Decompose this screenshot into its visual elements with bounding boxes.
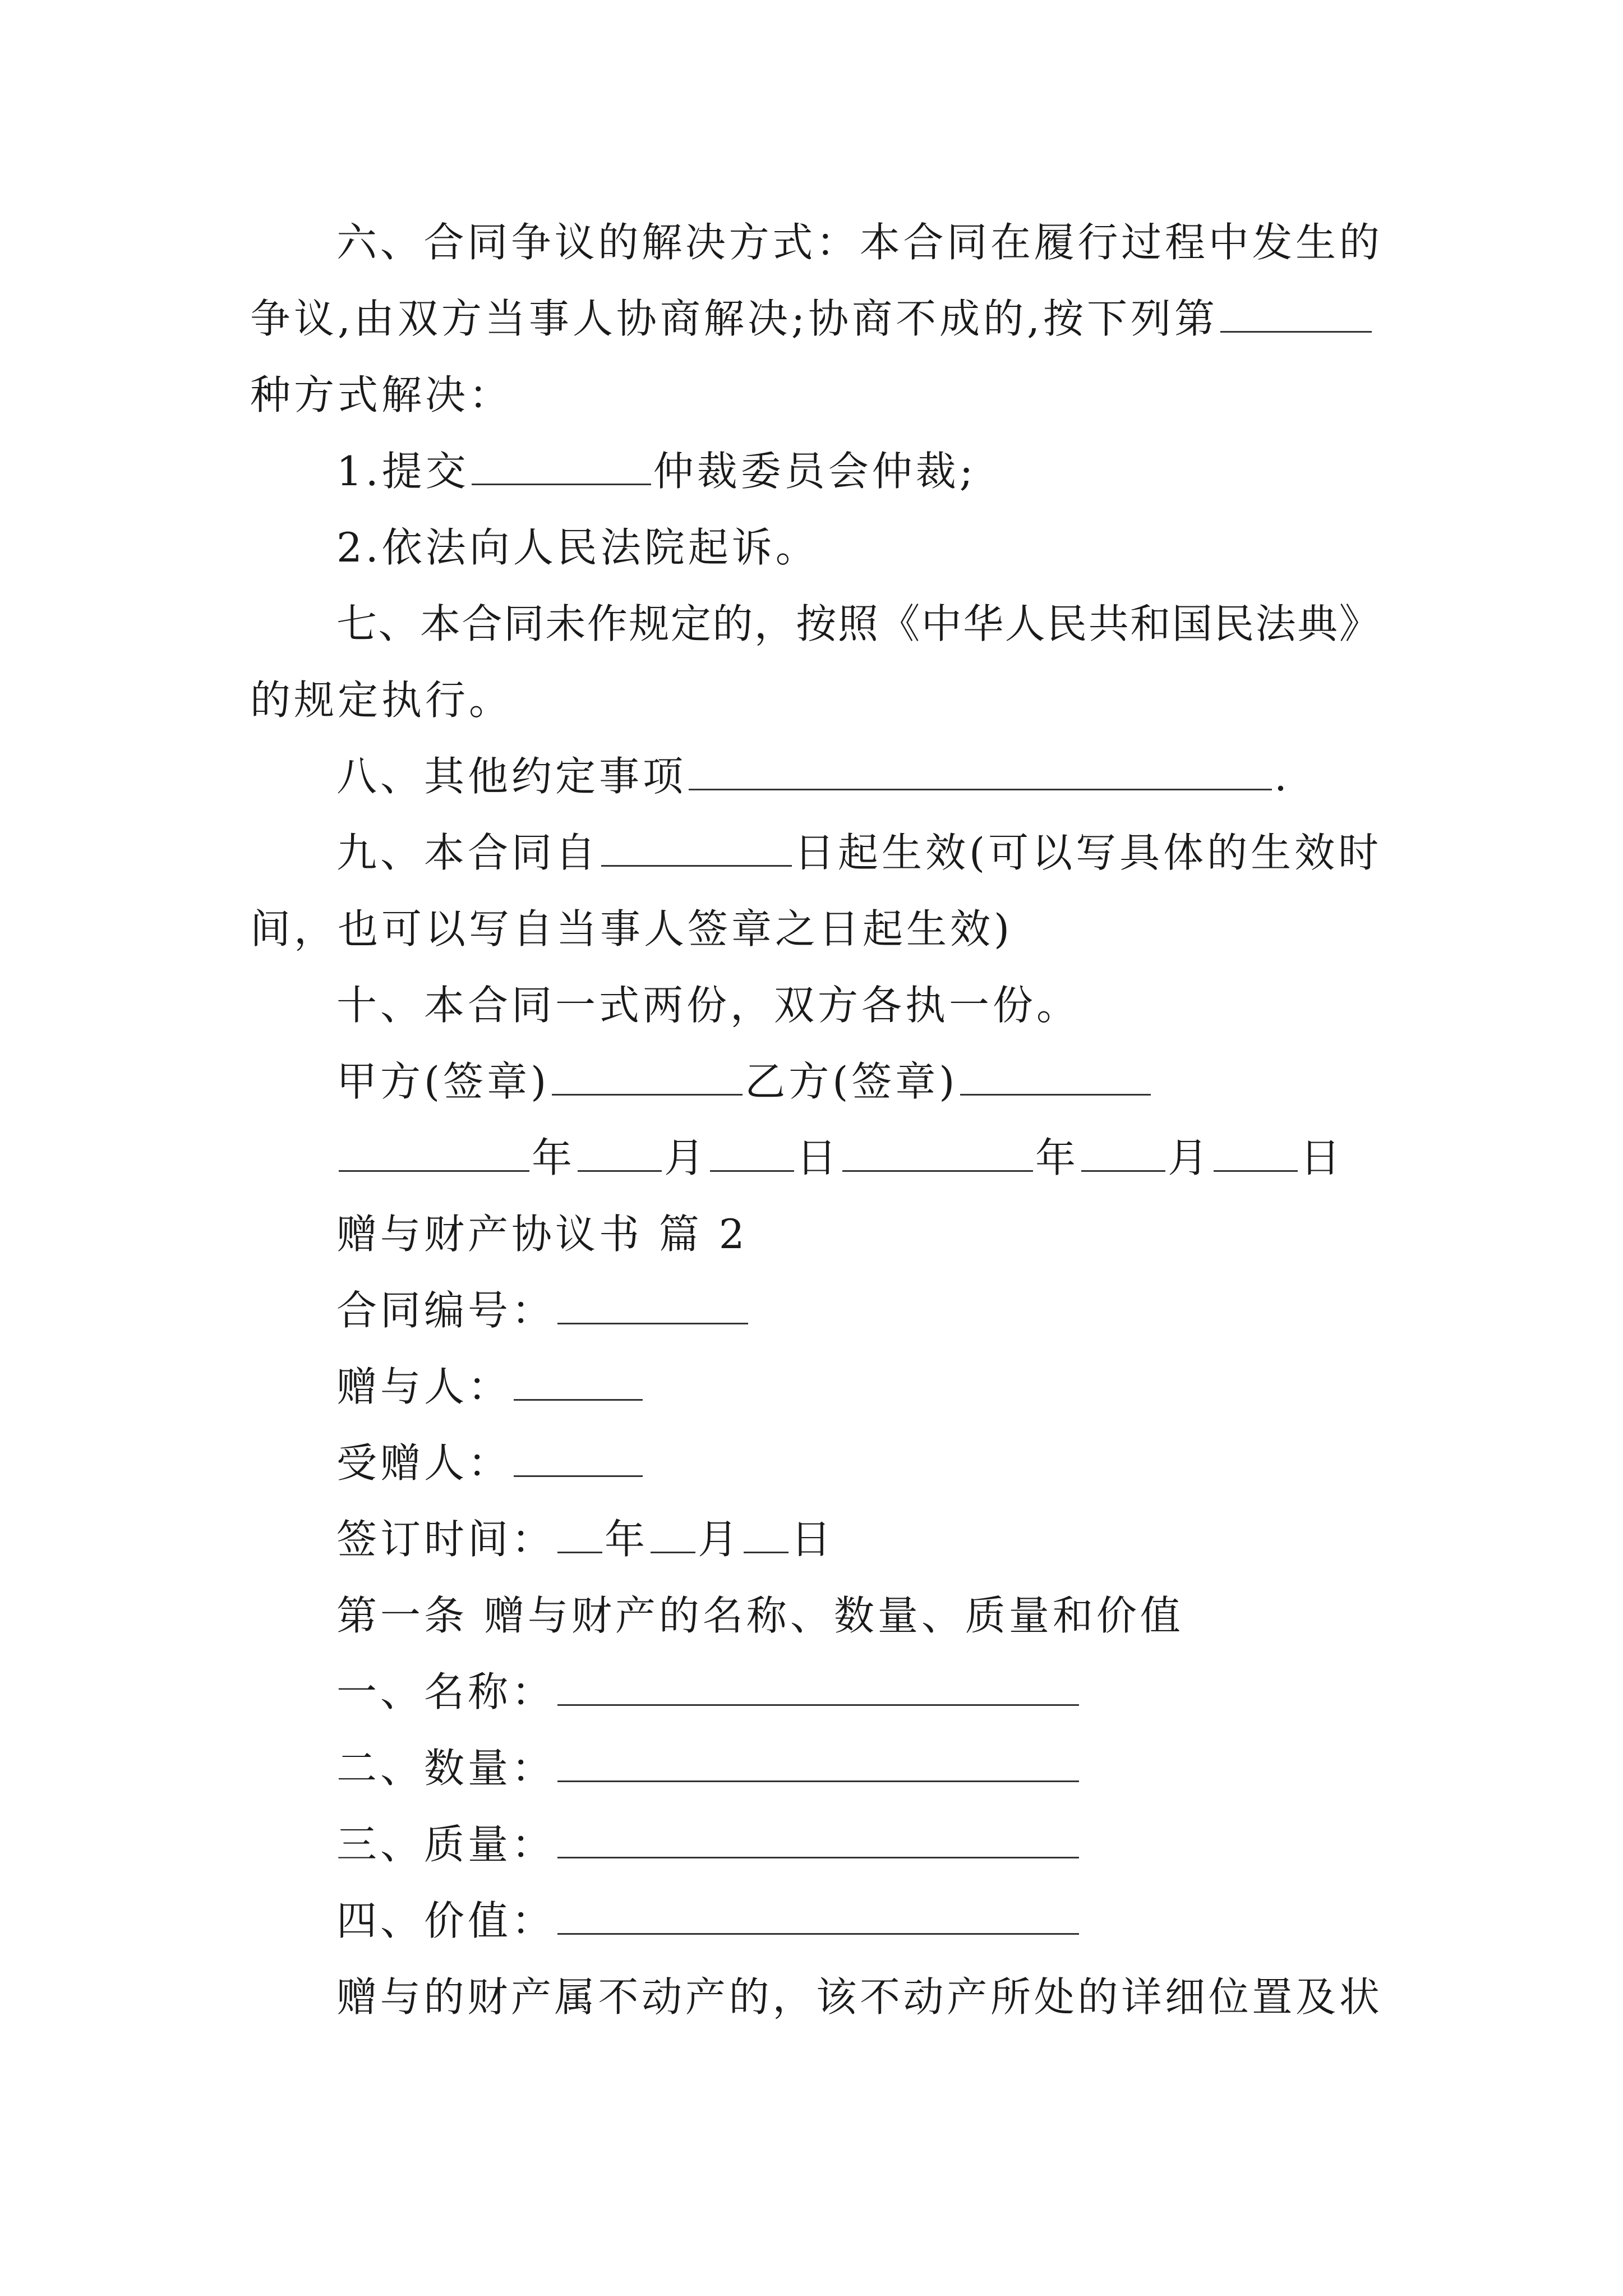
glyph: 典 (1297, 600, 1338, 647)
quantity-blank (557, 1736, 1079, 1782)
donor-blank (514, 1354, 643, 1401)
clause-8-suffix: . (1274, 753, 1290, 800)
glyph: 国 (1172, 600, 1212, 647)
party-b-month-blank (1081, 1125, 1165, 1172)
glyph: 处 (1034, 1973, 1075, 2021)
glyph: ： (816, 219, 857, 266)
glyph: 本 (419, 600, 460, 647)
glyph: 未 (545, 600, 586, 647)
value-line (336, 1883, 1081, 1959)
glyph: 七 (336, 600, 377, 647)
clause-6-line-3: 种方式解决： (250, 371, 513, 418)
signature-line (336, 1043, 1153, 1120)
glyph: 方 (728, 219, 769, 266)
glyph: 的 (712, 600, 753, 647)
glyph: 同 (947, 219, 988, 266)
glyph: 华 (963, 600, 1004, 647)
option-1-suffix: 仲裁委员会仲裁; (653, 448, 976, 495)
glyph: 争 (510, 219, 551, 266)
glyph: 作 (587, 600, 628, 647)
party-b-day-label: 日 (1300, 1134, 1344, 1181)
clause-8-line (336, 738, 1290, 815)
party-b-day-blank (1214, 1125, 1298, 1172)
clause-8-prefix: 八、其他约定事项 (336, 753, 687, 800)
party-a-year-blank (339, 1125, 529, 1172)
party-b-month-label: 月 (1168, 1134, 1212, 1181)
glyph: 的 (728, 1973, 769, 2021)
method-number-blank (1220, 286, 1372, 333)
clause-9-suffix: 日起生效(可以写具体的生效时 (794, 829, 1382, 876)
glyph: 六 (336, 219, 377, 266)
glyph: 该 (816, 1973, 857, 2021)
glyph: ， (772, 1973, 813, 2021)
signing-year-label: 年 (605, 1516, 649, 1563)
glyph: 同 (467, 219, 508, 266)
article-1-title: 第一条 赠与财产的名称、数量、质量和价值 (336, 1592, 1184, 1639)
contract-number-line (336, 1272, 750, 1349)
name-line (336, 1654, 1081, 1730)
donee-blank (514, 1430, 643, 1477)
quantity-line (336, 1730, 1081, 1806)
clause-6-line-2 (250, 280, 1374, 357)
value-blank (557, 1888, 1079, 1935)
signing-date-label: 签订时间： (336, 1516, 556, 1563)
glyph: 详 (1121, 1973, 1162, 2021)
glyph: 民 (1214, 600, 1255, 647)
glyph: 中 (921, 600, 962, 647)
glyph: 动 (642, 1973, 683, 2021)
donor-label: 赠与人： (336, 1363, 512, 1410)
party-b-year-blank (842, 1125, 1033, 1172)
party-a-signature-blank (552, 1049, 743, 1096)
glyph: 产 (947, 1973, 988, 2021)
glyph: 不 (598, 1973, 639, 2021)
party-b-signature-blank (960, 1049, 1151, 1096)
quality-line (336, 1806, 1081, 1883)
clause-10-line: 十、本合同一式两份，双方各执一份。 (336, 982, 1081, 1029)
glyph: 定 (670, 600, 711, 647)
clause-9-line-2: 间，也可以写自当事人签章之日起生效) (250, 905, 1013, 953)
name-blank (557, 1659, 1079, 1706)
glyph: 发 (1252, 219, 1293, 266)
glyph: 履 (1034, 219, 1075, 266)
glyph: 动 (903, 1973, 944, 2021)
glyph: 合 (423, 219, 464, 266)
glyph: 状 (1339, 1973, 1380, 2021)
signature-date-line (336, 1120, 1344, 1196)
glyph: 、 (378, 600, 419, 647)
glyph: 和 (1130, 600, 1171, 647)
glyph: 《 (879, 600, 920, 647)
glyph: 的 (598, 219, 639, 266)
quality-label: 三、质量： (336, 1821, 556, 1868)
real-estate-line (336, 1959, 1380, 2035)
glyph: 本 (859, 219, 900, 266)
donee-label: 受赠人： (336, 1439, 512, 1487)
glyph: 中 (1208, 219, 1249, 266)
glyph: 共 (1088, 600, 1129, 647)
glyph: 同 (503, 600, 544, 647)
glyph: 解 (642, 219, 683, 266)
clause-6-line-2-text: 争议,由双方当事人协商解决;协商不成的,按下列第 (250, 295, 1219, 342)
glyph: 人 (1004, 600, 1045, 647)
party-a-day-blank (710, 1125, 794, 1172)
clause-7-line-1 (336, 586, 1380, 662)
party-a-day-label: 日 (796, 1134, 841, 1181)
quality-blank (557, 1812, 1079, 1858)
glyph: 产 (685, 1973, 726, 2021)
clause-6-line-1 (336, 204, 1380, 280)
option-1-line (336, 433, 976, 509)
glyph: 、 (380, 219, 421, 266)
signing-month-blank (651, 1507, 695, 1553)
glyph: 所 (990, 1973, 1031, 2021)
glyph: 照 (837, 600, 878, 647)
glyph: 按 (796, 600, 837, 647)
glyph: 决 (685, 219, 726, 266)
glyph: 位 (1208, 1973, 1249, 2021)
signing-year-blank (557, 1507, 602, 1553)
glyph: 》 (1339, 600, 1380, 647)
effective-date-blank (601, 820, 792, 867)
signing-date-line (336, 1501, 834, 1577)
glyph: 法 (1255, 600, 1296, 647)
glyph: ， (754, 600, 795, 647)
signing-day-label: 日 (791, 1516, 835, 1563)
party-b-label: 乙方(签章) (745, 1058, 958, 1105)
glyph: 式 (772, 219, 813, 266)
glyph: 过 (1121, 219, 1162, 266)
section-title: 赠与财产协议书 篇 2 (336, 1211, 748, 1258)
glyph: 规 (629, 600, 670, 647)
party-b-year-label: 年 (1035, 1134, 1080, 1181)
glyph: 及 (1295, 1973, 1336, 2021)
party-a-month-label: 月 (664, 1134, 708, 1181)
donee-line (336, 1425, 645, 1501)
glyph: 议 (554, 219, 595, 266)
contract-number-blank (557, 1278, 748, 1324)
glyph: 不 (859, 1973, 900, 2021)
other-matters-blank (689, 744, 1272, 790)
party-a-year-label: 年 (532, 1134, 576, 1181)
glyph: 生 (1295, 219, 1336, 266)
clause-7-line-2: 的规定执行。 (250, 677, 513, 724)
name-label: 一、名称： (336, 1668, 556, 1715)
glyph: 细 (1164, 1973, 1205, 2021)
option-2-line: 2.依法向人民法院起诉。 (336, 524, 819, 571)
glyph: 程 (1164, 219, 1205, 266)
glyph: 属 (554, 1973, 595, 2021)
glyph: 的 (1339, 219, 1380, 266)
contract-number-label: 合同编号： (336, 1287, 556, 1334)
quantity-label: 二、数量： (336, 1745, 556, 1792)
donor-line (336, 1349, 645, 1425)
glyph: 的 (423, 1973, 464, 2021)
glyph: 赠 (336, 1973, 377, 2021)
glyph: 财 (467, 1973, 508, 2021)
glyph: 产 (510, 1973, 551, 2021)
glyph: 民 (1046, 600, 1087, 647)
glyph: 在 (990, 219, 1031, 266)
glyph: 的 (1077, 1973, 1118, 2021)
glyph: 合 (903, 219, 944, 266)
signing-month-label: 月 (698, 1516, 742, 1563)
glyph: 合 (462, 600, 502, 647)
arbitration-committee-blank (472, 439, 651, 485)
party-a-month-blank (578, 1125, 662, 1172)
party-a-label: 甲方(签章) (336, 1058, 550, 1105)
glyph: 置 (1252, 1973, 1293, 2021)
signing-day-blank (744, 1507, 789, 1553)
glyph: 行 (1077, 219, 1118, 266)
clause-9-line-1 (336, 815, 1382, 891)
glyph: 与 (380, 1973, 421, 2021)
value-label: 四、价值： (336, 1897, 556, 1944)
clause-9-prefix: 九、本合同自 (336, 829, 600, 876)
option-1-prefix: 1.提交 (336, 448, 469, 495)
